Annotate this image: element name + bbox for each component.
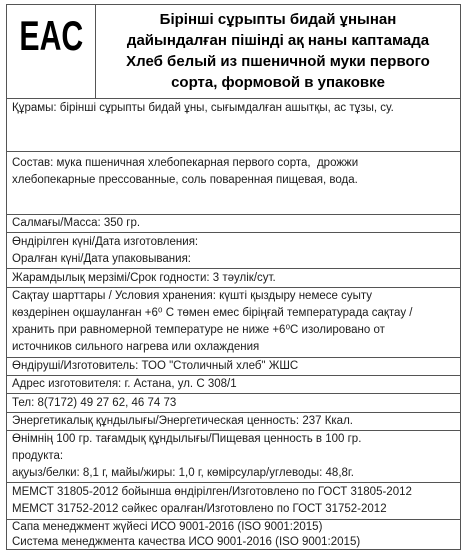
manufacturer-text: Өндіруші/Изготовитель: ТОО "Столичный хлеб" ЖШС bbox=[12, 360, 299, 372]
address-text: Адрес изготовителя: г. Астана, ул. С 308/1 bbox=[12, 378, 237, 390]
standards-row bbox=[7, 483, 460, 520]
composition-ru-row bbox=[7, 152, 460, 215]
product-title-kk-line-2: дайындалған пішінді ақ наны каптамада bbox=[126, 32, 430, 49]
phone-text: Тел: 8(7172) 49 27 62, 46 74 73 bbox=[12, 397, 177, 409]
product-label bbox=[6, 4, 461, 550]
storage-conditions-line-2: көздерінен оқшауланған +6⁰ С төмен емес біріңғай температурада сақтау / bbox=[12, 307, 413, 319]
weight-row bbox=[7, 215, 460, 233]
nutrition-line-1: Өнімнің 100 гр. тағамдық құндылығы/Пищевая ценность в 100 гр. bbox=[12, 433, 362, 445]
standard-line-2: МЕМСТ 31752-2012 сәйкес оралған/Изготовлено по ГОСТ 31752-2012 bbox=[12, 503, 387, 515]
storage-conditions-line-1: Сақтау шарттары / Условия хранения: күшті қыздыру немесе суыту bbox=[12, 290, 373, 302]
shelf-life-row bbox=[7, 269, 460, 288]
storage-conditions-line-3: хранить при равномерной температуре не ниже +6⁰С изолировано от bbox=[12, 324, 385, 336]
nutrition-row bbox=[7, 431, 460, 483]
manufacturer-row bbox=[7, 358, 460, 376]
energy-value-text: Энергетикалық құндылығы/Энергетическая ценность: 237 Ккал. bbox=[12, 415, 353, 427]
quality-management-line-2: Система менеджмента качества ИСО 9001-2016 (ISO 9001:2015) bbox=[12, 535, 361, 548]
storage-conditions-line-4: источников сильного нагрева или охлаждения bbox=[12, 341, 260, 353]
label-header bbox=[7, 5, 460, 99]
energy-value-row bbox=[7, 413, 460, 431]
product-title bbox=[96, 5, 460, 98]
product-title-kk-line-1: Бірінші сұрыпты бидай ұнынан bbox=[159, 11, 397, 28]
weight-text: Салмағы/Масса: 350 гр. bbox=[12, 217, 141, 229]
standard-line-1: МЕМСТ 31805-2012 бойынша өндірілген/Изготовлено по ГОСТ 31805-2012 bbox=[12, 486, 412, 498]
address-row bbox=[7, 376, 460, 394]
shelf-life-text: Жарамдылық мерзімі/Срок годности: 3 тәулік/сут. bbox=[12, 272, 276, 284]
product-title-ru-line-2: сорта, формовой в упаковке bbox=[171, 74, 385, 91]
composition-ru-line-1: Состав: мука пшеничная хлебопекарная первого сорта, дрожжи bbox=[12, 157, 359, 169]
dates-row bbox=[7, 233, 460, 269]
storage-conditions-row bbox=[7, 288, 460, 358]
eac-mark-cell bbox=[7, 5, 96, 98]
composition-kk-text: Құрамы: бірінші сұрыпты бидай ұны, сығымдалған ашытқы, ас тұзы, су. bbox=[12, 102, 394, 114]
quality-management-row bbox=[7, 520, 460, 549]
quality-management-line-1: Сапа менеджмент жүйесі ИСО 9001-2016 (ISO 9001:2015) bbox=[12, 521, 323, 533]
product-title-ru-line-1: Хлеб белый из пшеничной муки первого bbox=[126, 53, 430, 70]
manufacture-date-text: Өндірілген күні/Дата изготовления: bbox=[12, 236, 199, 248]
composition-ru-line-2: хлебопекарные прессованные, соль поваренная пищевая, вода. bbox=[12, 174, 358, 186]
nutrition-line-2: продукта: bbox=[12, 450, 64, 462]
phone-row bbox=[7, 394, 460, 413]
packing-date-text: Оралған күні/Дата упаковывания: bbox=[12, 253, 192, 265]
eac-certification-mark: EAC bbox=[19, 12, 83, 59]
composition-kk-row bbox=[7, 99, 460, 152]
nutrition-line-3: ақуыз/белки: 8,1 г, майы/жиры: 1,0 г, көмірсулар/углеводы: 48,8г. bbox=[12, 467, 354, 479]
